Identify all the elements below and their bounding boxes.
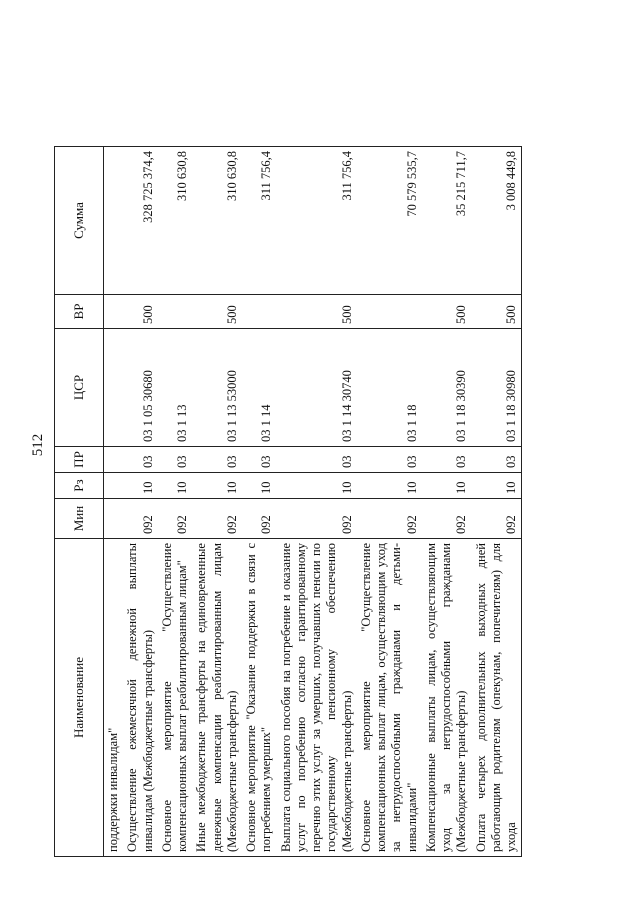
row-sum: 311 756,4: [242, 147, 277, 295]
row-rz: 10: [158, 473, 193, 499]
row-name: Осуществление ежемесячной денежной выплаты инвалидам (Межбюджетные трансферты): [123, 539, 158, 857]
row-rz: 10: [277, 473, 357, 499]
row-sum: 310 630,8: [192, 147, 242, 295]
row-pr: 03: [123, 447, 158, 473]
row-sum: 311 756,4: [277, 147, 357, 295]
row-min: 092: [277, 499, 357, 539]
row-name: Компенсационные выплаты лицам, осуществляющим уход за нетрудоспособными гражданами (Межбюджетные трансферты): [422, 539, 472, 857]
row-pr: 03: [158, 447, 193, 473]
row-pr: 03: [472, 447, 522, 473]
page-number: 512: [30, 433, 46, 457]
row-csr: 03 1 18 30390: [422, 329, 472, 447]
row-pr: 03: [357, 447, 422, 473]
row-csr: 03 1 14 30740: [277, 329, 357, 447]
row-name: Основное мероприятие "Оказание поддержки в связи с погребением умерших": [242, 539, 277, 857]
row-csr: 03 1 13: [158, 329, 193, 447]
row-pr: [104, 447, 124, 473]
row-pr: 03: [277, 447, 357, 473]
header-rz: Рз: [55, 473, 104, 499]
table-row: [158, 147, 193, 857]
row-min: 092: [422, 499, 472, 539]
row-csr: 03 1 14: [242, 329, 277, 447]
row-csr: [104, 329, 124, 447]
row-min: 092: [158, 499, 193, 539]
row-sum: 3 008 449,8: [472, 147, 522, 295]
row-sum: 310 630,8: [158, 147, 193, 295]
row-name: Основное мероприятие "Осуществление компенсационных выплат лицам, осуществляющим уход за нетрудоспособными гражданами и детьми-инвалидами": [357, 539, 422, 857]
row-min: 092: [357, 499, 422, 539]
header-pr: ПР: [55, 447, 104, 473]
row-vr: [158, 295, 193, 329]
row-min: 092: [472, 499, 522, 539]
table-row: [192, 147, 242, 857]
row-vr: 500: [192, 295, 242, 329]
table-row: [242, 147, 277, 857]
row-name: поддержки инвалидам": [104, 539, 124, 857]
row-csr: 03 1 18 30980: [472, 329, 522, 447]
row-min: 092: [242, 499, 277, 539]
table-row: [472, 147, 522, 857]
row-name: Оплата четырех дополнительных выходных дней работающим родителям (опекунам, попечителям) для ухода: [472, 539, 522, 857]
row-min: 092: [123, 499, 158, 539]
row-rz: 10: [357, 473, 422, 499]
row-vr: [357, 295, 422, 329]
row-pr: 03: [242, 447, 277, 473]
row-csr: 03 1 18: [357, 329, 422, 447]
row-rz: 10: [422, 473, 472, 499]
row-csr: 03 1 05 30680: [123, 329, 158, 447]
row-vr: 500: [277, 295, 357, 329]
row-sum: 328 725 374,4: [123, 147, 158, 295]
header-csr: ЦСР: [55, 329, 104, 447]
row-rz: 10: [192, 473, 242, 499]
row-min: 092: [192, 499, 242, 539]
header-min: Мин: [55, 499, 104, 539]
row-pr: 03: [422, 447, 472, 473]
table-row: [277, 147, 357, 857]
row-sum: 35 215 711,7: [422, 147, 472, 295]
row-rz: [104, 473, 124, 499]
row-sum: 70 579 535,7: [357, 147, 422, 295]
row-vr: [242, 295, 277, 329]
row-pr: 03: [192, 447, 242, 473]
table-header-row: [55, 147, 104, 857]
row-vr: 500: [472, 295, 522, 329]
row-name: Иные межбюджетные трансферты на единовременные денежные компенсации реабилитированным лицам (Межбюджетные трансферты): [192, 539, 242, 857]
table-row: [422, 147, 472, 857]
row-vr: 500: [123, 295, 158, 329]
table-row: [104, 147, 124, 857]
row-rz: 10: [242, 473, 277, 499]
row-rz: 10: [472, 473, 522, 499]
table-row: [357, 147, 422, 857]
header-name: Наименование: [55, 539, 104, 857]
row-sum: [104, 147, 124, 295]
row-name: Выплата социального пособия на погребение и оказание услуг по погребению согласно гарантированному перечню этих услуг за умерших, получавших пенсии по государственному пенсионному обеспечению (Межбюджетные трансферты): [277, 539, 357, 857]
row-min: [104, 499, 124, 539]
row-vr: [104, 295, 124, 329]
header-sum: Сумма: [55, 147, 104, 295]
header-vr: ВР: [55, 295, 104, 329]
row-csr: 03 1 13 53000: [192, 329, 242, 447]
row-vr: 500: [422, 295, 472, 329]
row-name: Основное мероприятие "Осуществление компенсационных выплат реабилитированным лицам": [158, 539, 193, 857]
row-rz: 10: [123, 473, 158, 499]
budget-table: [54, 146, 522, 857]
table-row: [123, 147, 158, 857]
